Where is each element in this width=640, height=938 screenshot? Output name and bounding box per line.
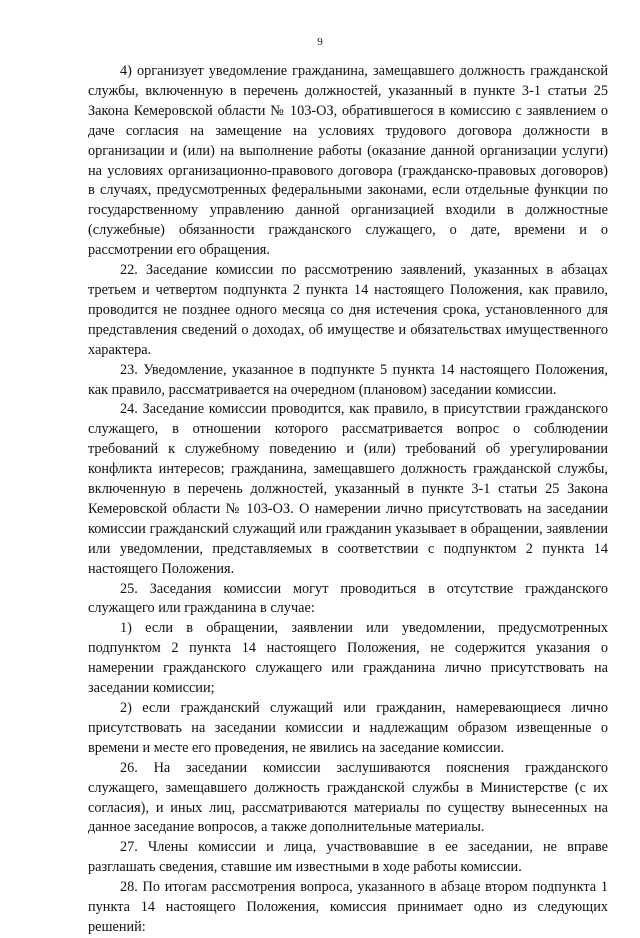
paragraph-26: 26. На заседании комиссии заслушиваются пояснения гражданского служащего, замещавшего должность гражданской службы в Министерстве (с их согласия), и иных лиц, рассматриваются материалы по существу вынесенных на данное заседание вопросов, а также дополнительные материалы. [88, 759, 608, 836]
paragraph-25-item-2: 2) если гражданский служащий или гражданин, намеревающиеся лично присутствовать на заседании комиссии и надлежащим образом извещенные о времени и месте его проведения, не явились на заседание комиссии. [88, 700, 608, 756]
paragraph-24: 24. Заседание комиссии проводится, как правило, в присутствии гражданского служащего, в отношении которого рассматривается вопрос о соблюдении требований к служебному поведению и (или) требований об урегулировании конфликта интересов; гражданина, замещавшего должность гражданской службы, включенную в перечень должностей, указанный в пункте 3-1 статьи 25 Закона Кемеровской области № 103-ОЗ. О намерении лично присутствовать на заседании комиссии гражданский служащий или гражданин указывает в обращении, заявлении или уведомлении, представляемых в соответствии с подпунктом 2 пункта 14 настоящего Положения. [88, 401, 608, 577]
paragraph-25: 25. Заседания комиссии могут проводиться в отсутствие гражданского служащего или гражданина в случае: [88, 580, 608, 617]
paragraph-22: 22. Заседание комиссии по рассмотрению заявлений, указанных в абзацах третьем и четвертом подпункта 2 пункта 14 настоящего Положения, как правило, проводится не позднее одного месяца со дня истечения срока, установленного для представления сведений о доходах, об имуществе и обязательствах имущественного характера. [88, 262, 608, 358]
paragraph-28: 28. По итогам рассмотрения вопроса, указанного в абзаце втором подпункта 1 пункта 14 настоящего Положения, комиссия принимает одно из следующих решений: [88, 879, 608, 935]
document-body [88, 62, 608, 938]
paragraph-23: 23. Уведомление, указанное в подпункте 5 пункта 14 настоящего Положения, как правило, рассматривается на очередном (плановом) заседании комиссии. [88, 361, 608, 398]
paragraph-25-item-1: 1) если в обращении, заявлении или уведомлении, предусмотренных подпунктом 2 пункта 14 настоящего Положения, не содержится указания о намерении гражданского служащего или гражданина лично присутствовать на заседании комиссии; [88, 620, 608, 697]
page-number: 9 [317, 36, 323, 48]
paragraph-item-4: 4) организует уведомление гражданина, замещавшего должность гражданской службы, включенную в перечень должностей, указанный в пункте 3-1 статьи 25 Закона Кемеровской области № 103-ОЗ, обратившегося в комиссию с заявлением о даче согласия на замещение на условиях трудового договора должности в организации и (или) на выполнение работы (оказание данной организации услуги) на условиях организационно-правового договора (гражданско-правовых договоров) в случаях, предусмотренных федеральными законами, если отдельные функции по государственному управлению данной организацией входили в должностные (служебные) обязанности гражданского служащего, о дате, времени и о рассмотрении его обращения. [88, 63, 608, 259]
paragraph-27: 27. Члены комиссии и лица, участвовавшие в ее заседании, не вправе разглашать сведения, ставшие им известными в ходе работы комиссии. [88, 839, 608, 876]
